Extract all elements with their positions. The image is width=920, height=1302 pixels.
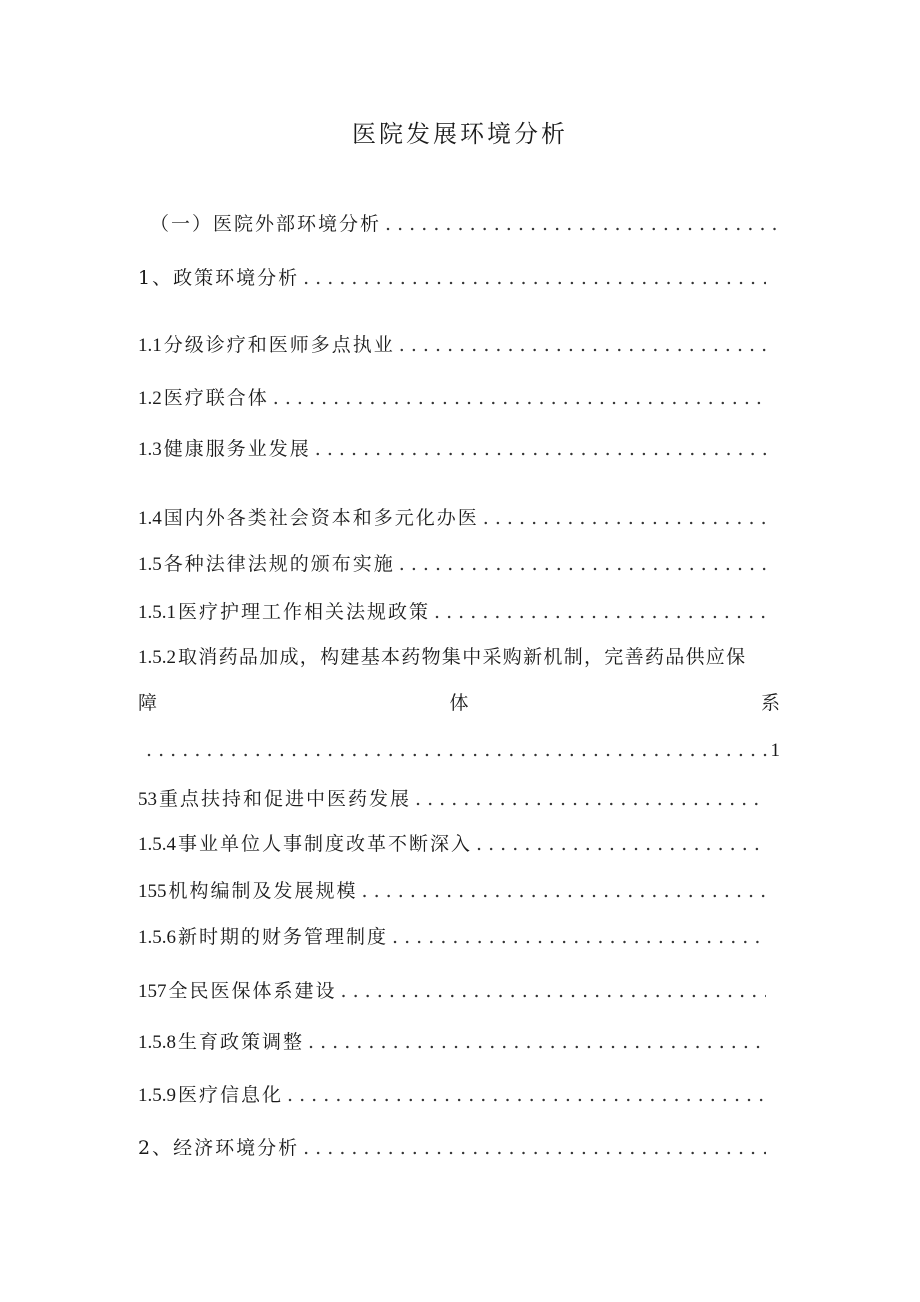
toc-entry-label: 医疗联合体: [163, 387, 269, 409]
toc-entry-number: 1.5.4: [138, 834, 176, 855]
dot-leader: [415, 784, 766, 814]
toc-entry-external-analysis[interactable]: [150, 209, 780, 239]
toc-entry-1-5-5[interactable]: [138, 876, 766, 907]
toc-entry-1-5[interactable]: [138, 549, 766, 580]
toc-entry-number: 1.5.8: [138, 1032, 176, 1053]
toc-entry-label: 事业单位人事制度改革不断深入: [178, 833, 473, 855]
toc-entry-label: 重点扶持和促进中医药发展: [159, 788, 412, 810]
toc-entry-economic-environment[interactable]: [138, 1133, 766, 1163]
dot-leader: [399, 549, 766, 579]
dot-leader: [385, 209, 780, 239]
dot-leader: [399, 330, 766, 360]
toc-entry-label: 机构编制及发展规模: [168, 880, 358, 902]
toc-entry-label: 生育政策调整: [178, 1031, 305, 1053]
toc-entry-label: 新时期的财务管理制度: [178, 926, 389, 948]
dot-leader: [315, 434, 766, 464]
toc-entry-policy-environment[interactable]: [138, 263, 766, 293]
dot-leader: [303, 1133, 766, 1163]
toc-entry-number: 1.5.1: [138, 602, 176, 623]
dot-leader: [476, 829, 766, 859]
toc-entry-label: 国内外各类社会资本和多元化办医: [163, 507, 479, 529]
dot-leader: [287, 1080, 766, 1110]
toc-entry-1-3[interactable]: [138, 434, 766, 465]
wrapped-word: 系: [760, 692, 780, 714]
toc-entry-1-2[interactable]: [138, 383, 766, 414]
toc-entry-number: 155: [138, 881, 167, 902]
toc-entry-label: 健康服务业发展: [163, 438, 311, 460]
toc-entry-number: 1.5: [138, 554, 162, 575]
dot-leader: [392, 922, 766, 952]
toc-entry-label: 医疗护理工作相关法规政策: [178, 601, 431, 623]
wrapped-word: 体: [449, 692, 469, 714]
toc-entry-1-5-9[interactable]: [138, 1080, 766, 1111]
toc-entry-1-5-8[interactable]: [138, 1027, 766, 1058]
toc-entry-1-5-1[interactable]: [138, 597, 766, 628]
dot-leader: [273, 383, 766, 413]
toc-entry-number: 157: [138, 981, 167, 1002]
toc-entry-1-4[interactable]: [138, 503, 766, 534]
toc-entry-1-5-2-continuation: [138, 688, 780, 718]
toc-entry-number: 1.4: [138, 508, 162, 529]
dot-leader: [362, 876, 766, 906]
dot-leader: [341, 976, 766, 1006]
dot-leader: [483, 503, 766, 533]
toc-entry-number: 1.5.2: [138, 647, 176, 668]
toc-entry-1-5-3[interactable]: [138, 784, 766, 815]
wrapped-word: 障: [138, 692, 158, 714]
toc-entry-label: 各种法律法规的颁布实施: [163, 553, 395, 575]
toc-entry-number: 1.1: [138, 335, 162, 356]
toc-entry-1-5-2[interactable]: [138, 642, 788, 673]
toc-entry-1-5-4[interactable]: [138, 829, 766, 860]
toc-entry-label: 分级诊疗和医师多点执业: [163, 334, 395, 356]
toc-entry-1-5-2-leader-row: [146, 735, 780, 766]
toc-entry-1-5-7[interactable]: [138, 976, 766, 1007]
toc-entry-number: 1.3: [138, 439, 162, 460]
toc-entry-number: 1.5.9: [138, 1085, 176, 1106]
toc-entry-number: 1.5.6: [138, 927, 176, 948]
toc-entry-label: 2、经济环境分析: [138, 1137, 300, 1159]
toc-entry-number: 53: [138, 789, 157, 810]
toc-entry-number: 1.2: [138, 388, 162, 409]
toc-entry-label: （一）医院外部环境分析: [150, 213, 382, 235]
dot-leader: [303, 263, 766, 293]
dot-leader: [308, 1027, 766, 1057]
page-number: 1: [770, 740, 780, 761]
toc-entry-1-1[interactable]: [138, 330, 766, 361]
dot-leader: [434, 597, 766, 627]
toc-entry-label: 医疗信息化: [178, 1084, 284, 1106]
toc-entry-label: 全民医保体系建设: [168, 980, 337, 1002]
dot-leader: [146, 735, 769, 765]
toc-entry-label: 取消药品加成，构建基本药物集中采购新机制，完善药品供应保: [178, 646, 747, 668]
toc-entry-1-5-6[interactable]: [138, 922, 766, 953]
toc-entry-label: 1、政策环境分析: [138, 267, 300, 289]
document-title: 医院发展环境分析: [352, 120, 568, 148]
